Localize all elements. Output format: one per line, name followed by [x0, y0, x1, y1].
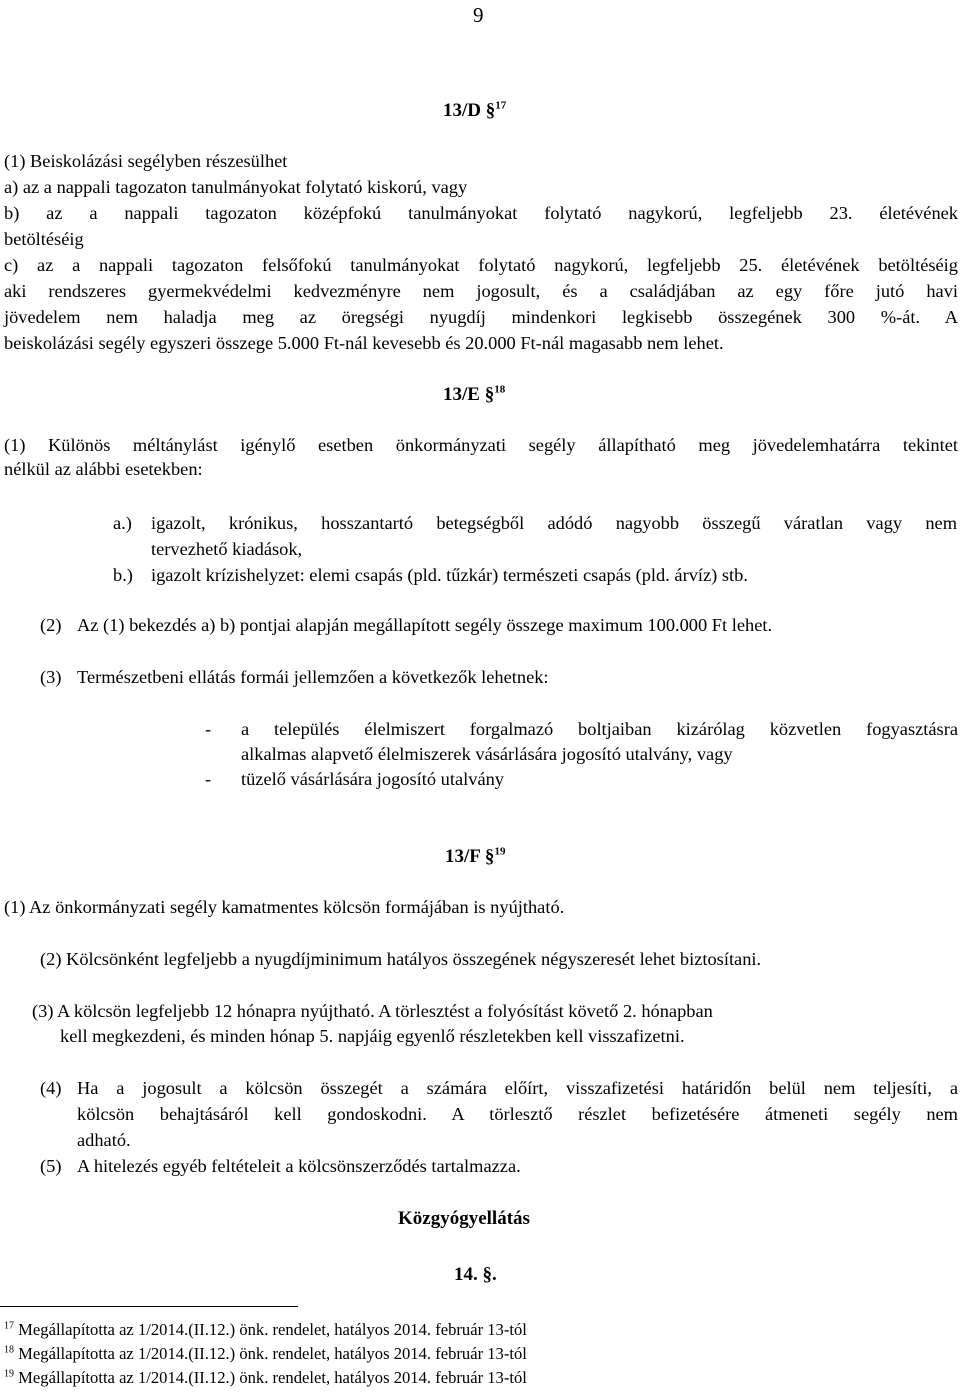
- section-14: 14. §.: [454, 1264, 497, 1285]
- s13f-p5-marker: (5): [40, 1156, 62, 1176]
- s13f-p5-text: A hitelezés egyéb feltételeit a kölcsönszerződés tartalmazza.: [77, 1156, 521, 1176]
- s13e-p3-text: Természetbeni ellátás formái jellemzően a következők lehetnek:: [77, 667, 549, 687]
- s13f-p4-line-1: Ha a jogosult a kölcsön összegét a számára előírt, visszafizetési határidőn belül nem teljesíti, a: [77, 1078, 958, 1098]
- section-heading-13f: [445, 844, 505, 870]
- s13f-p3-line-1: (3) A kölcsön legfeljebb 12 hónapra nyújtható. A törlesztést a folyósítást követő 2. hónapban: [32, 1001, 713, 1021]
- footnote-19-text: Megállapította az 1/2014.(II.12.) önk. rendelet, hatályos 2014. február 13-tól: [18, 1368, 527, 1387]
- s13e-p3-marker: (3): [40, 667, 62, 687]
- footnote-separator: [0, 1306, 298, 1307]
- item-a-marker: a.): [113, 513, 132, 533]
- footnote-ref-19: 19: [494, 845, 506, 858]
- s13f-p2: (2) Kölcsönként legfeljebb a nyugdíjminimum hatályos összegének négyszeresét lehet biztosítani.: [40, 949, 762, 969]
- s13d-line-4: betöltéséig: [4, 229, 84, 249]
- footnote-18-text: Megállapította az 1/2014.(II.12.) önk. rendelet, hatályos 2014. február 13-tól: [18, 1344, 527, 1363]
- s13d-line-1: (1) Beiskolázási segélyben részesülhet: [4, 151, 288, 171]
- s13d-line-8: beiskolázási segély egyszeri összege 5.000 Ft-nál kevesebb és 20.000 Ft-nál magasabb nem lehet.: [4, 333, 724, 353]
- s13e-p1-line-2: nélkül az alábbi esetekben:: [4, 459, 203, 479]
- s13d-line-6: aki rendszeres gyermekvédelmi kedvezményre nem jogosult, és a családjában az egy főre jutó havi: [4, 281, 958, 301]
- s13d-line-7: jövedelem nem haladja meg az öregségi nyugdíj mindenkori legkisebb összegének 300 %-át. A: [4, 307, 958, 327]
- section-heading-13e: [443, 382, 505, 408]
- section-heading-13d-text: 13/D §: [443, 100, 496, 121]
- bullet-1-line-2: alkalmas alapvető élelmiszerek vásárlására jogosító utalvány, vagy: [241, 744, 733, 764]
- footnote-18: [4, 1343, 527, 1365]
- s13e-p1-line-1: (1) Különös méltánylást igénylő esetben önkormányzati segély állapítható meg jövedelemhatárra tekintet: [4, 435, 958, 455]
- section-heading-13d: [443, 98, 506, 124]
- s13f-p3-line-2: kell megkezdeni, és minden hónap 5. napjáig egyenlő részletekben kell visszafizetni.: [60, 1026, 685, 1046]
- s13f-p4-marker: (4): [40, 1078, 62, 1098]
- footnote-ref-18: 18: [494, 383, 506, 396]
- section-heading-13e-text: 13/E §: [443, 384, 495, 405]
- kozgyogyellatas-title: Közgyógyellátás: [398, 1208, 530, 1229]
- s13e-p2-text: Az (1) bekezdés a) b) pontjai alapján megállapított segély összege maximum 100.000 Ft lehet.: [77, 615, 773, 635]
- s13f-p4-line-3: adható.: [77, 1130, 131, 1150]
- footnote-17-number: 17: [4, 1320, 14, 1332]
- item-b-marker: b.): [113, 565, 133, 585]
- item-b-text: igazolt krízishelyzet: elemi csapás (pld. tűzkár) természeti csapás (pld. árvíz) stb.: [151, 565, 748, 585]
- section-heading-13f-text: 13/F §: [445, 846, 495, 867]
- footnote-ref-17: 17: [495, 99, 507, 112]
- footnote-18-number: 18: [4, 1344, 14, 1356]
- page-number: 9: [473, 3, 484, 27]
- bullet-dash-1: -: [205, 719, 212, 739]
- footnote-19-number: 19: [4, 1368, 14, 1380]
- bullet-1-line-1: a település élelmiszert forgalmazó boltjaiban kizárólag közvetlen fogyasztásra: [241, 719, 958, 739]
- bullet-dash-2: -: [205, 769, 212, 789]
- footnote-19: [4, 1367, 527, 1389]
- s13d-line-3: b) az a nappali tagozaton középfokú tanulmányokat folytató nagykorú, legfeljebb 23. életévének: [4, 203, 958, 223]
- item-a-line-2: tervezhető kiadások,: [151, 539, 303, 559]
- footnote-17-text: Megállapította az 1/2014.(II.12.) önk. rendelet, hatályos 2014. február 13-tól: [18, 1320, 527, 1339]
- s13e-p2-marker: (2): [40, 615, 62, 635]
- item-a-line-1: igazolt, krónikus, hosszantartó betegségből adódó nagyobb összegű váratlan vagy nem: [151, 513, 957, 533]
- footnote-17: [4, 1319, 527, 1341]
- s13f-p1: (1) Az önkormányzati segély kamatmentes kölcsön formájában is nyújtható.: [4, 897, 565, 917]
- bullet-2-text: tüzelő vásárlására jogosító utalvány: [241, 769, 505, 789]
- s13d-line-2: a) az a nappali tagozaton tanulmányokat folytató kiskorú, vagy: [4, 177, 468, 197]
- s13f-p4-line-2: kölcsön behajtásáról kell gondoskodni. A törlesztő részlet befizetésére átmeneti segély nem: [77, 1104, 958, 1124]
- s13d-line-5: c) az a nappali tagozaton felsőfokú tanulmányokat folytató nagykorú, legfeljebb 25. életévének betöltéséig: [4, 255, 958, 275]
